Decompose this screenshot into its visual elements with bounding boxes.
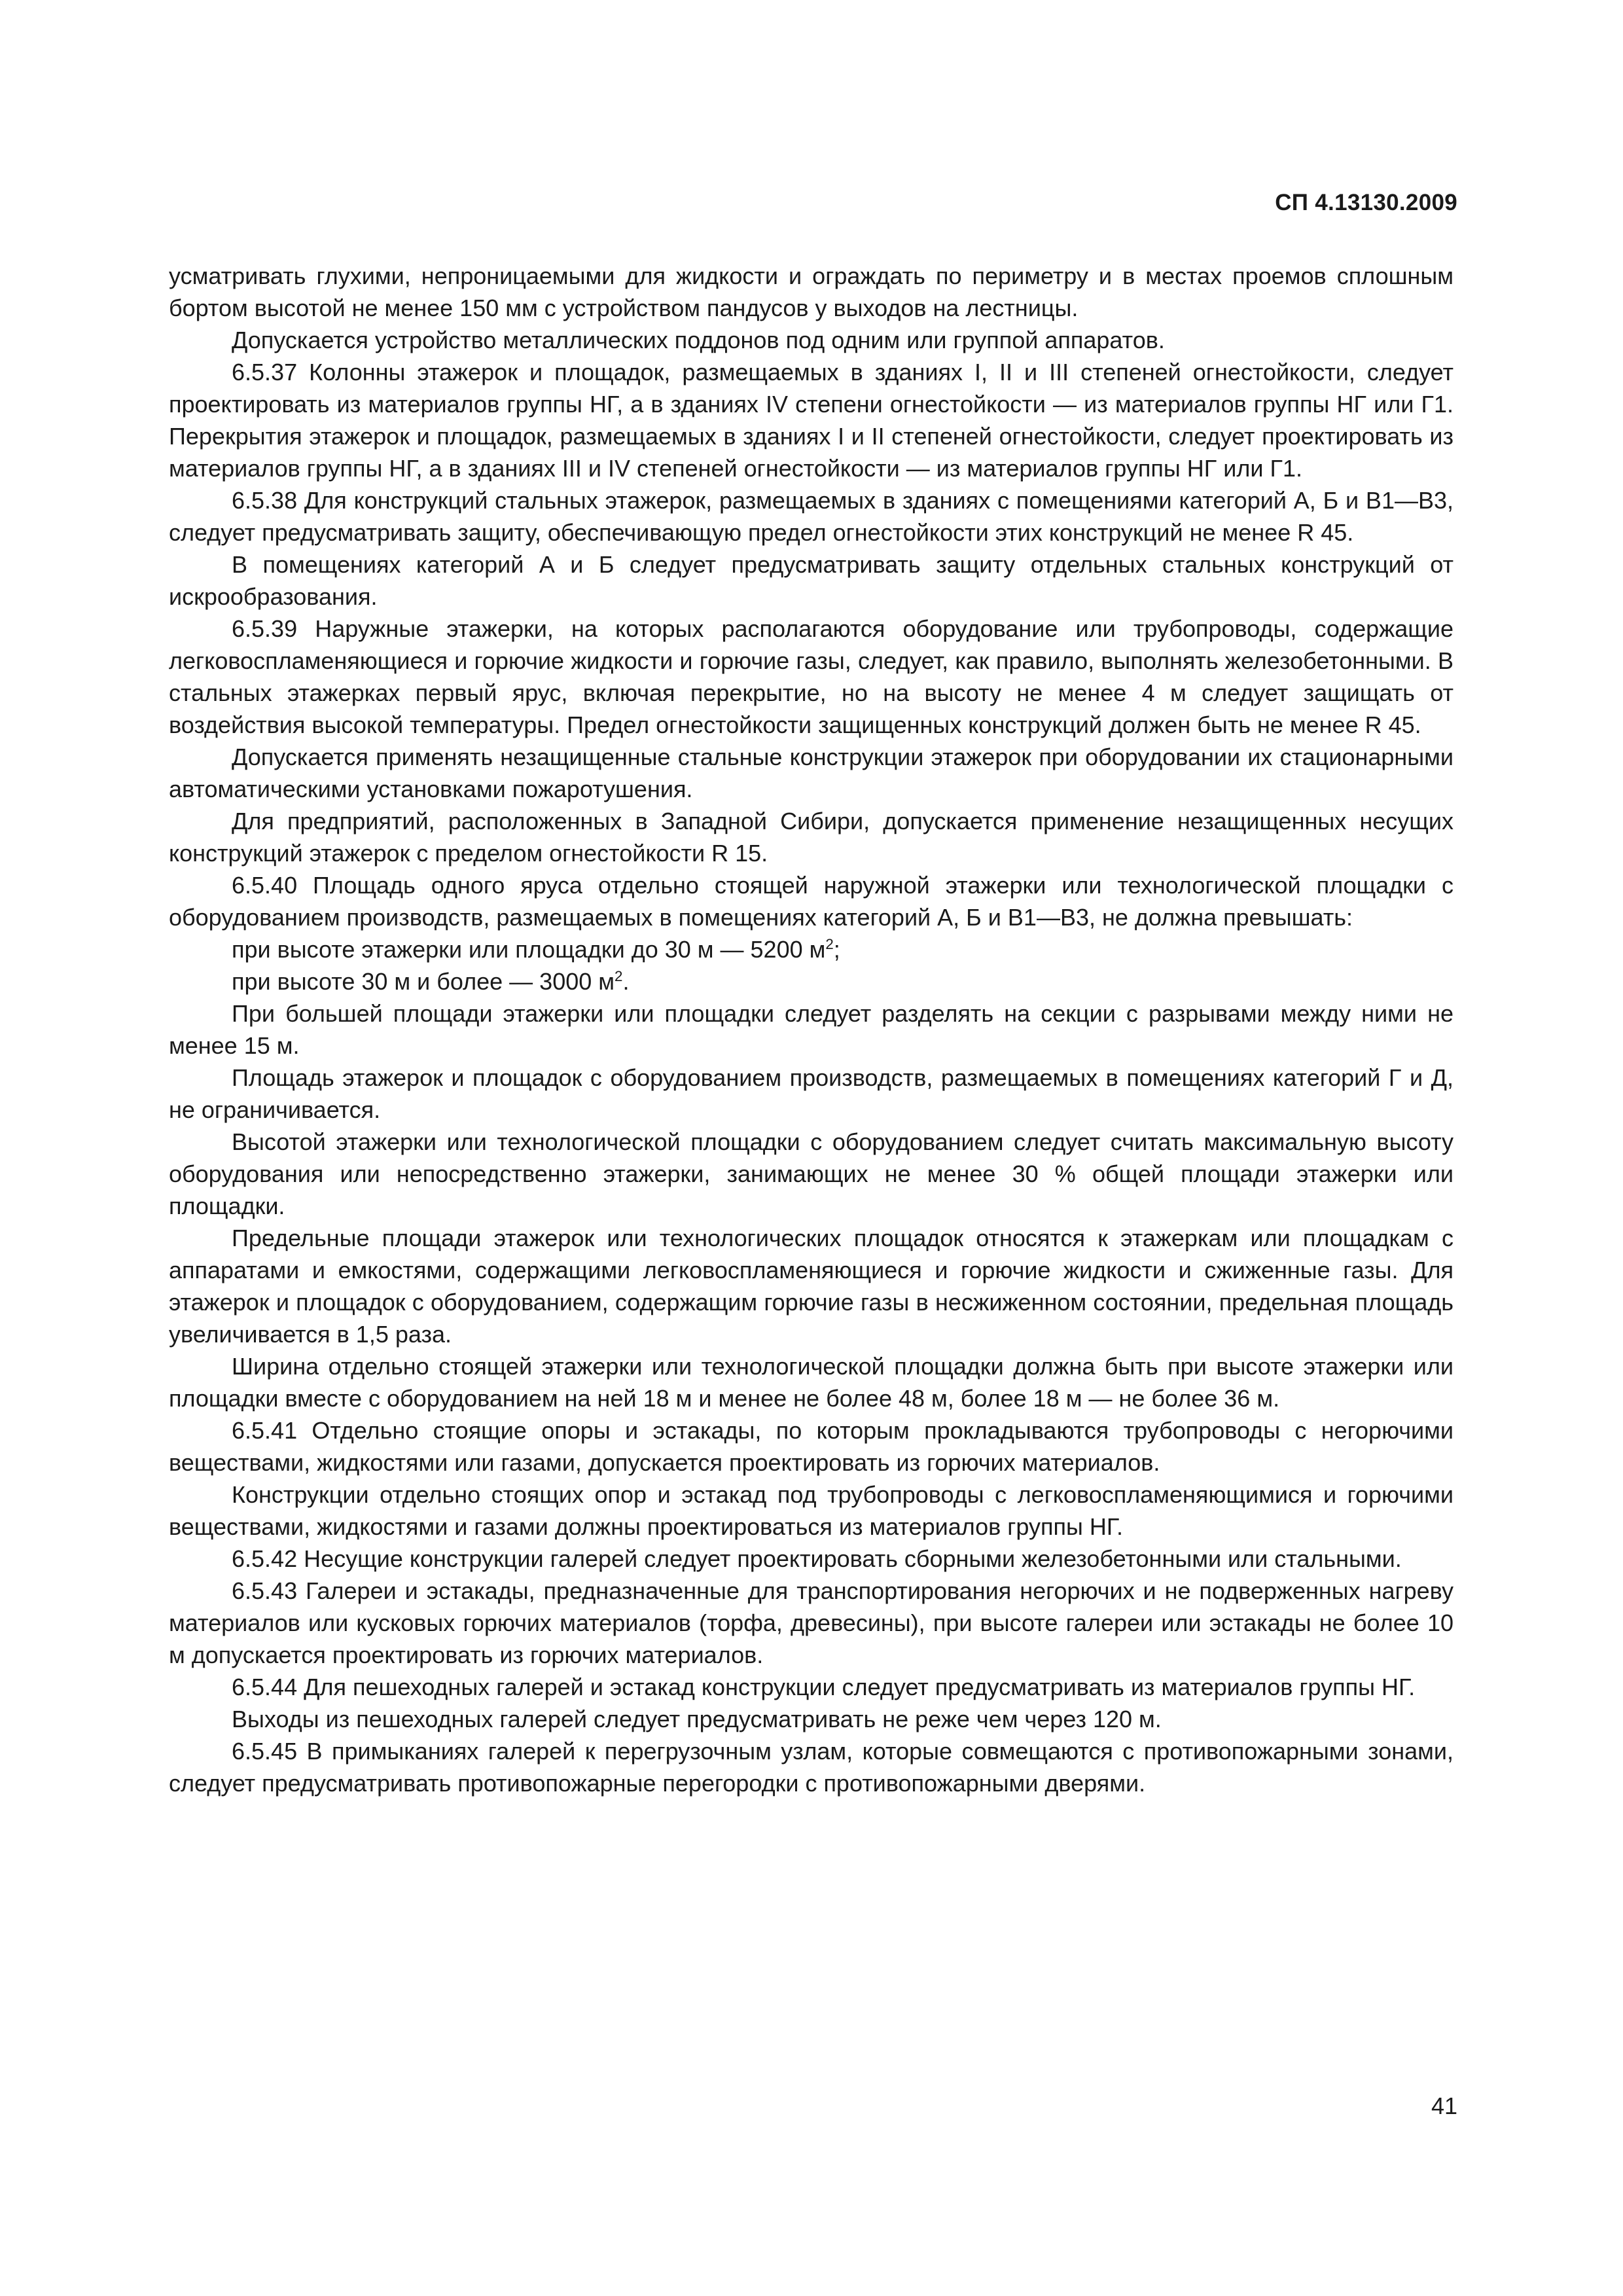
paragraph: 6.5.41 Отдельно стоящие опоры и эстакады, по которым прокладываются трубопроводы с негорючими веществами, жидкостями или газами, допускается проектировать из горючих материалов. (169, 1417, 1454, 1476)
paragraph: В помещениях категорий А и Б следует предусматривать защиту отдельных стальных конструкций от искрообразования. (169, 551, 1454, 610)
page-number: 41 (1431, 2092, 1457, 2119)
paragraph: При большей площади этажерки или площадки следует разделять на секции с разрывами между ними не менее 15 м. (169, 1000, 1454, 1059)
paragraph: Высотой этажерки или технологической площадки с оборудованием следует считать максимальную высоту оборудования или непосредственно этажерки, занимающих не менее 30 % общей площади этажерки или площадки. (169, 1128, 1454, 1219)
paragraph: Допускается устройство металлических поддонов под одним или группой аппаратов. (232, 327, 1165, 353)
height-limit-item: при высоте 30 м и более — 3000 $м^2$. (232, 968, 630, 995)
paragraph: 6.5.38 Для конструкций стальных этажерок, размещаемых в зданиях с помещениями категорий А, Б и В1—В3, следует предусматривать защиту, обеспечивающую предел огнестойкости этих конструкций не менее R 45. (169, 487, 1454, 546)
paragraph: 6.5.43 Галереи и эстакады, предназначенные для транспортирования негорючих и не подверженных нагреву материалов или кусковых горючих материалов (торфа, древесины), при высоте галереи или эстакады не более 10 м допускается проектировать из горючих материалов. (169, 1577, 1454, 1668)
paragraph: усматривать глухими, непроницаемыми для жидкости и ограждать по периметру и в местах проемов сплошным бортом высотой не менее 150 мм с устройством пандусов у выходов на лестницы. (169, 262, 1454, 321)
paragraph: Допускается применять незащищенные стальные конструкции этажерок при оборудовании их стационарными автоматическими установками пожаротушения. (169, 744, 1454, 802)
document-code: СП 4.13130.2009 (1275, 190, 1457, 215)
paragraph: 6.5.39 Наружные этажерки, на которых располагаются оборудование или трубопроводы, содержащие легковоспламеняющиеся и горючие жидкости и горючие газы, следует, как правило, выполнять железобетонными. В стальных этажерках первый ярус, включая перекрытие, но на высоту не менее 4 м следует защищать от воздействия высокой температуры. Предел огнестойкости защищенных конструкций должен быть не менее R 45. (169, 615, 1454, 738)
paragraph: Ширина отдельно стоящей этажерки или технологической площадки должна быть при высоте этажерки или площадки вместе с оборудованием на ней 18 м и менее не более 48 м, более 18 м — не более 36 м. (169, 1353, 1454, 1412)
height-limit-item: при высоте этажерки или площадки до 30 м — 5200 $м^2$; (232, 936, 840, 963)
paragraph: 6.5.44 Для пешеходных галерей и эстакад конструкции следует предусматривать из материалов группы НГ. (232, 1674, 1416, 1700)
paragraph: 6.5.40 Площадь одного яруса отдельно стоящей наружной этажерки или технологической площадки с оборудованием производств, размещаемых в помещениях категорий А, Б и В1—В3, не должна превышать: (169, 872, 1454, 931)
paragraph: Конструкции отдельно стоящих опор и эстакад под трубопроводы с легковоспламеняющимися и горючими веществами, жидкостями и газами должны проектироваться из материалов группы НГ. (169, 1481, 1454, 1540)
paragraph: Для предприятий, расположенных в Западной Сибири, допускается применение незащищенных несущих конструкций этажерок с пределом огнестойкости R 15. (169, 808, 1454, 867)
paragraph: Площадь этажерок и площадок с оборудованием производств, размещаемых в помещениях категорий Г и Д, не ограничивается. (169, 1064, 1454, 1123)
paragraph: Предельные площади этажерок или технологических площадок относятся к этажеркам или площадкам с аппаратами и емкостями, содержащими легковоспламеняющиеся и горючие жидкости и сжиженные газы. Для этажерок и площадок с оборудованием, содержащим горючие газы в несжиженном состоянии, предельная площадь увеличивается в 1,5 раза. (169, 1225, 1454, 1348)
body-text (169, 260, 1454, 1799)
paragraph: 6.5.37 Колонны этажерок и площадок, размещаемых в зданиях I, II и III степеней огнестойкости, следует проектировать из материалов группы НГ, а в зданиях IV степени огнестойкости — из материалов группы НГ или Г1. Перекрытия этажерок и площадок, размещаемых в зданиях I и II степеней огнестойкости, следует проектировать из материалов группы НГ, а в зданиях III и IV степеней огнестойкости — из материалов группы НГ или Г1. (169, 359, 1454, 482)
paragraph: 6.5.42 Несущие конструкции галерей следует проектировать сборными железобетонными или стальными. (232, 1545, 1402, 1572)
paragraph: Выходы из пешеходных галерей следует предусматривать не реже чем через 120 м. (232, 1706, 1162, 1732)
paragraph: 6.5.45 В примыканиях галерей к перегрузочным узлам, которые совмещаются с противопожарными зонами, следует предусматривать противопожарные перегородки с противопожарными дверями. (169, 1738, 1454, 1797)
